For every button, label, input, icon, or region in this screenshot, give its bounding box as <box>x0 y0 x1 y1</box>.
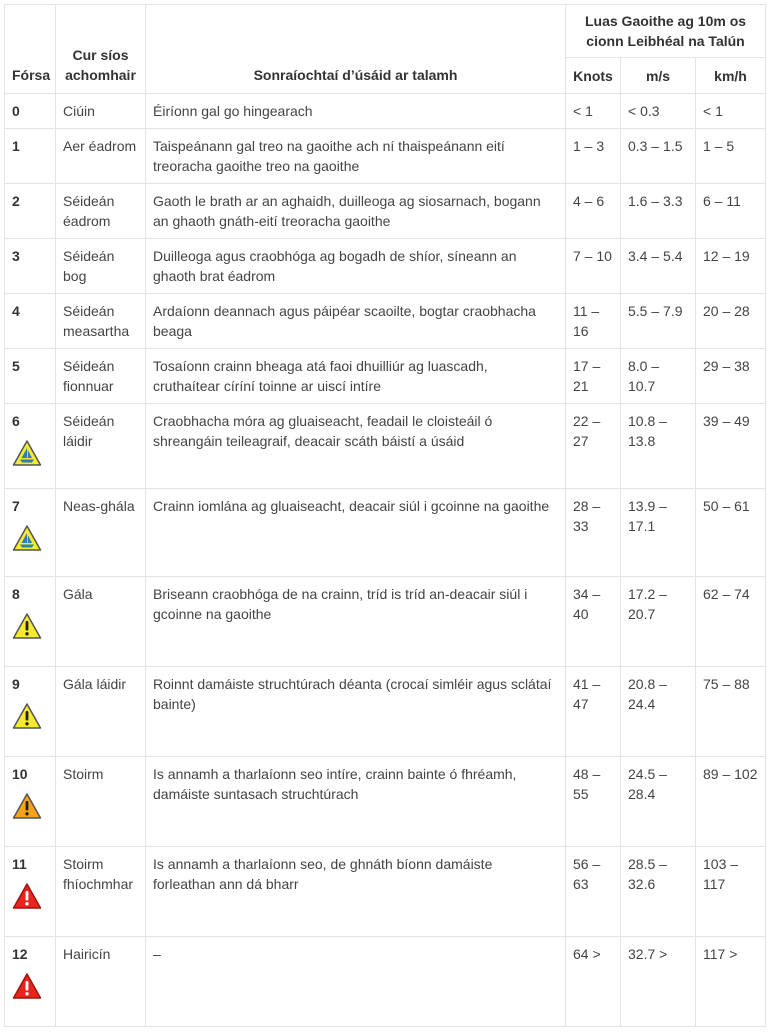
force-number: 8 <box>12 586 20 602</box>
ms-cell: 28.5 – 32.6 <box>621 847 696 937</box>
description-cell: Gála <box>56 577 146 667</box>
description-cell: Séideán éadrom <box>56 184 146 239</box>
knots-cell: 7 – 10 <box>566 239 621 294</box>
red-warning-icon <box>12 882 42 910</box>
ms-cell: 3.4 – 5.4 <box>621 239 696 294</box>
specification-cell: Tosaíonn crainn bheaga atá faoi dhuilliúr ag luascadh, cruthaítear círíní toinne ar uiscí intíre <box>146 349 566 404</box>
force-cell <box>5 294 56 349</box>
header-description: Cur síos achomhair <box>56 5 146 94</box>
force-cell <box>5 239 56 294</box>
specification-cell: Duilleoga agus craobhóga ag bogadh de shíor, síneann an ghaoth brat éadrom <box>146 239 566 294</box>
table-row <box>5 489 766 577</box>
force-number: 12 <box>12 946 28 962</box>
kmh-cell: 39 – 49 <box>696 404 766 489</box>
specification-cell: Gaoth le brath ar an aghaidh, duilleoga ag siosarnach, bogann an ghaoth gnáth-eití treoracha gaoithe <box>146 184 566 239</box>
ms-cell: 10.8 – 13.8 <box>621 404 696 489</box>
specification-cell: Roinnt damáiste struchtúrach déanta (crocaí simléir agus sclátaí bainte) <box>146 667 566 757</box>
orange-warning-icon <box>12 792 42 820</box>
specification-cell: – <box>146 937 566 1027</box>
force-number: 3 <box>12 248 20 264</box>
knots-cell: 34 – 40 <box>566 577 621 667</box>
description-cell: Neas-ghála <box>56 489 146 577</box>
table-row <box>5 239 766 294</box>
knots-cell: 64 > <box>566 937 621 1027</box>
force-number: 9 <box>12 676 20 692</box>
force-number: 6 <box>12 413 20 429</box>
description-cell: Séideán láidir <box>56 404 146 489</box>
force-number: 10 <box>12 766 28 782</box>
table-row <box>5 847 766 937</box>
description-cell: Séideán bog <box>56 239 146 294</box>
specification-cell: Crainn iomlána ag gluaiseacht, deacair siúl i gcoinne na gaoithe <box>146 489 566 577</box>
ms-cell: 17.2 – 20.7 <box>621 577 696 667</box>
kmh-cell: 117 > <box>696 937 766 1027</box>
specification-cell: Is annamh a tharlaíonn seo, de ghnáth bíonn damáiste forleathan ann dá bharr <box>146 847 566 937</box>
table-row <box>5 757 766 847</box>
force-cell <box>5 577 56 667</box>
ms-cell: 8.0 – 10.7 <box>621 349 696 404</box>
table-row <box>5 184 766 239</box>
description-cell: Ciúin <box>56 94 146 129</box>
knots-cell: 11 – 16 <box>566 294 621 349</box>
specification-cell: Craobhacha móra ag gluaiseacht, feadail le cloisteáil ó shreangáin teileagraif, deacair scáth báistí a úsáid <box>146 404 566 489</box>
kmh-cell: 29 – 38 <box>696 349 766 404</box>
ms-cell: 24.5 – 28.4 <box>621 757 696 847</box>
header-specs: Sonraíochtaí d’úsáid ar talamh <box>146 5 566 94</box>
kmh-cell: 50 – 61 <box>696 489 766 577</box>
specification-cell: Is annamh a tharlaíonn seo intíre, crainn bainte ó fhréamh, damáiste suntasach struchtúrach <box>146 757 566 847</box>
kmh-cell: 103 – 117 <box>696 847 766 937</box>
table-row <box>5 294 766 349</box>
kmh-cell: 6 – 11 <box>696 184 766 239</box>
force-cell <box>5 184 56 239</box>
force-cell <box>5 757 56 847</box>
force-number: 11 <box>12 856 27 872</box>
table-row <box>5 404 766 489</box>
force-cell <box>5 404 56 489</box>
force-cell <box>5 489 56 577</box>
table-row <box>5 577 766 667</box>
header-force: Fórsa <box>5 5 56 94</box>
knots-cell: 17 – 21 <box>566 349 621 404</box>
force-cell <box>5 667 56 757</box>
table-row <box>5 349 766 404</box>
kmh-cell: 62 – 74 <box>696 577 766 667</box>
description-cell: Stoirm <box>56 757 146 847</box>
ms-cell: < 0.3 <box>621 94 696 129</box>
knots-cell: 48 – 55 <box>566 757 621 847</box>
knots-cell: 56 – 63 <box>566 847 621 937</box>
force-number: 0 <box>12 103 20 119</box>
specification-cell: Ardaíonn deannach agus páipéar scaoilte, bogtar craobhacha beaga <box>146 294 566 349</box>
force-number: 2 <box>12 193 20 209</box>
specification-cell: Éiríonn gal go hingearach <box>146 94 566 129</box>
yellow-warning-icon <box>12 612 42 640</box>
header-speed-group: Luas Gaoithe ag 10m os cionn Leibhéal na Talún <box>566 5 766 58</box>
description-cell: Hairicín <box>56 937 146 1027</box>
knots-cell: 4 – 6 <box>566 184 621 239</box>
specification-cell: Taispeánann gal treo na gaoithe ach ní thaispeánann eití treoracha gaoithe treo na gaoithe <box>146 129 566 184</box>
knots-cell: 28 – 33 <box>566 489 621 577</box>
description-cell: Aer éadrom <box>56 129 146 184</box>
knots-cell: 22 – 27 <box>566 404 621 489</box>
table-body <box>5 94 766 1027</box>
kmh-cell: < 1 <box>696 94 766 129</box>
force-number: 4 <box>12 303 20 319</box>
table-row <box>5 667 766 757</box>
description-cell: Stoirm fhíochmhar <box>56 847 146 937</box>
boat-warning-icon <box>12 524 42 552</box>
ms-cell: 13.9 – 17.1 <box>621 489 696 577</box>
header-ms: m/s <box>621 58 696 94</box>
ms-cell: 32.7 > <box>621 937 696 1027</box>
table-row <box>5 129 766 184</box>
beaufort-scale-table <box>4 4 766 1027</box>
ms-cell: 0.3 – 1.5 <box>621 129 696 184</box>
kmh-cell: 12 – 19 <box>696 239 766 294</box>
force-number: 5 <box>12 358 20 374</box>
kmh-cell: 20 – 28 <box>696 294 766 349</box>
ms-cell: 5.5 – 7.9 <box>621 294 696 349</box>
header-knots: Knots <box>566 58 621 94</box>
force-cell <box>5 94 56 129</box>
red-warning-icon <box>12 972 42 1000</box>
kmh-cell: 89 – 102 <box>696 757 766 847</box>
force-cell <box>5 847 56 937</box>
knots-cell: < 1 <box>566 94 621 129</box>
description-cell: Séideán measartha <box>56 294 146 349</box>
kmh-cell: 1 – 5 <box>696 129 766 184</box>
ms-cell: 1.6 – 3.3 <box>621 184 696 239</box>
ms-cell: 20.8 – 24.4 <box>621 667 696 757</box>
description-cell: Séideán fionnuar <box>56 349 146 404</box>
boat-warning-icon <box>12 439 42 467</box>
table-row <box>5 94 766 129</box>
kmh-cell: 75 – 88 <box>696 667 766 757</box>
header-kmh: km/h <box>696 58 766 94</box>
specification-cell: Briseann craobhóga de na crainn, tríd is tríd an-deacair siúl i gcoinne na gaoithe <box>146 577 566 667</box>
description-cell: Gála láidir <box>56 667 146 757</box>
knots-cell: 1 – 3 <box>566 129 621 184</box>
force-cell <box>5 129 56 184</box>
force-number: 1 <box>12 138 20 154</box>
force-number: 7 <box>12 498 20 514</box>
yellow-warning-icon <box>12 702 42 730</box>
force-cell <box>5 349 56 404</box>
force-cell <box>5 937 56 1027</box>
knots-cell: 41 – 47 <box>566 667 621 757</box>
table-row <box>5 937 766 1027</box>
